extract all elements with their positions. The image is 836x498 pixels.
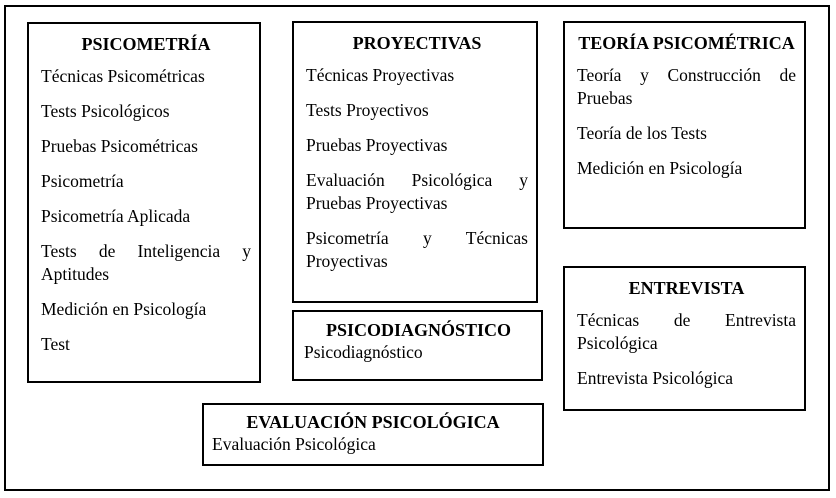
category-title: PROYECTIVAS	[352, 33, 482, 53]
term-item: Psicometría Aplicada	[41, 206, 191, 226]
term-item: Medición en Psicología	[41, 299, 207, 319]
term-item: Psicometría y Técnicas Proyectivas	[306, 228, 528, 271]
category-title: EVALUACIÓN PSICOLÓGICA	[246, 412, 500, 432]
category-title: PSICOMETRÍA	[81, 34, 211, 54]
category-title: TEORÍA PSICOMÉTRICA	[578, 33, 795, 53]
term-item: Entrevista Psicológica	[577, 368, 734, 388]
category-box-evaluacion-psicologica	[202, 403, 544, 466]
term-item: Psicodiagnóstico	[304, 342, 423, 362]
term-item: Evaluación Psicológica	[212, 434, 376, 454]
term-item: Teoría y Construcción de Pruebas	[577, 65, 796, 108]
term-item: Técnicas Proyectivas	[306, 65, 455, 85]
category-box-proyectivas	[292, 21, 538, 303]
term-item: Técnicas de Entrevista Psicológica	[577, 310, 796, 353]
term-item: Tests de Inteligencia y Aptitudes	[41, 241, 251, 284]
category-box-psicometria	[27, 22, 261, 383]
term-item: Técnicas Psicométricas	[41, 66, 205, 86]
category-title: PSICODIAGNÓSTICO	[325, 320, 512, 340]
term-item: Pruebas Psicométricas	[41, 136, 198, 156]
term-item: Tests Psicológicos	[41, 101, 170, 121]
term-item: Teoría de los Tests	[577, 123, 707, 143]
term-item: Psicometría	[41, 171, 124, 191]
term-item: Pruebas Proyectivas	[306, 135, 448, 155]
category-title: ENTREVISTA	[628, 278, 745, 298]
category-box-entrevista	[563, 266, 806, 411]
category-box-teoria-psicometrica	[563, 21, 806, 229]
category-box-psicodiagnostico	[292, 310, 543, 381]
term-item: Tests Proyectivos	[306, 100, 429, 120]
term-item: Medición en Psicología	[577, 158, 743, 178]
term-item: Evaluación Psicológica y Pruebas Proyectivas	[306, 170, 528, 213]
term-item: Test	[41, 334, 70, 354]
